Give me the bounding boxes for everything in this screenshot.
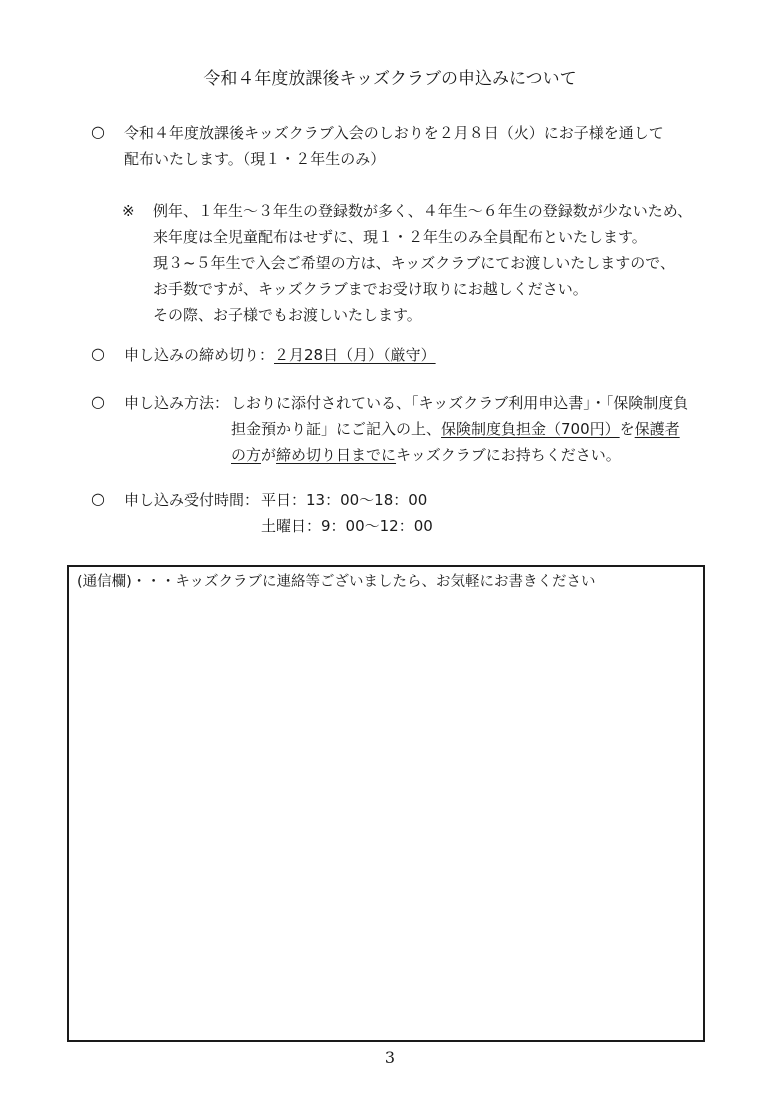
method-line2 — [231, 416, 680, 442]
method-label: 申し込み方法： — [124, 394, 230, 412]
comment-box-label: (通信欄)・・・キッズクラブに連絡等ございましたら、お気軽にお書きください — [77, 574, 596, 590]
note-line2: 来年度は全児童配布はせずに、現１・２年生のみ全員配布といたします。 — [153, 228, 647, 246]
page-title: 令和４年度放課後キッズクラブの申込みについて — [203, 69, 577, 89]
bullet-marker: ○ — [91, 344, 105, 363]
deadline-label: 申し込みの締め切り： — [124, 346, 275, 364]
deadline-row — [124, 342, 436, 368]
guardian-text-cont: の方 — [231, 446, 262, 464]
by-deadline: 締め切り日までに — [276, 446, 397, 464]
bullet-marker: ○ — [91, 122, 105, 141]
method-line3-mid: が — [261, 446, 277, 464]
item1-line2: 配布いたします。（現１・２年生のみ） — [124, 150, 386, 168]
hours-weekday: 平日：13：00～18：00 — [261, 491, 428, 509]
item1-line1: 令和４年度放課後キッズクラブ入会のしおりを２月８日（火）にお子様を通して — [124, 124, 664, 142]
method-line1: しおりに添付されている、「キッズクラブ利用申込書」・「保険制度負 — [231, 394, 689, 412]
method-line2-text: 担金預かり証」にご記入の上、 — [231, 420, 442, 438]
page-number: 3 — [384, 1048, 396, 1067]
bullet-marker: ○ — [91, 489, 105, 508]
note-line5: その際、お子様でもお渡しいたします。 — [153, 306, 422, 324]
note-line1: 例年、１年生～３年生の登録数が多く、４年生～６年生の登録数が少ないため、 — [153, 202, 693, 220]
note-line4: お手数ですが、キッズクラブまでお受け取りにお越しください。 — [153, 280, 588, 298]
method-line2-mid: を — [619, 420, 635, 438]
insurance-fee: 保険制度負担金（700円） — [441, 420, 620, 438]
method-line3-end: キッズクラブにお持ちください。 — [396, 446, 621, 464]
hours-label: 申し込み受付時間： — [124, 491, 260, 509]
note-marker: ※ — [122, 202, 135, 220]
bullet-marker: ○ — [91, 392, 105, 411]
guardian-text: 保護者 — [634, 420, 680, 438]
hours-saturday: 土曜日：9：00～12：00 — [261, 517, 433, 535]
deadline-value: ２月28日（月）（厳守） — [274, 346, 436, 364]
comment-box[interactable] — [67, 565, 705, 1042]
note-line3: 現３~５年生で入会ご希望の方は、キッズクラブにてお渡しいたしますので、 — [153, 254, 675, 272]
method-line3 — [231, 442, 621, 468]
